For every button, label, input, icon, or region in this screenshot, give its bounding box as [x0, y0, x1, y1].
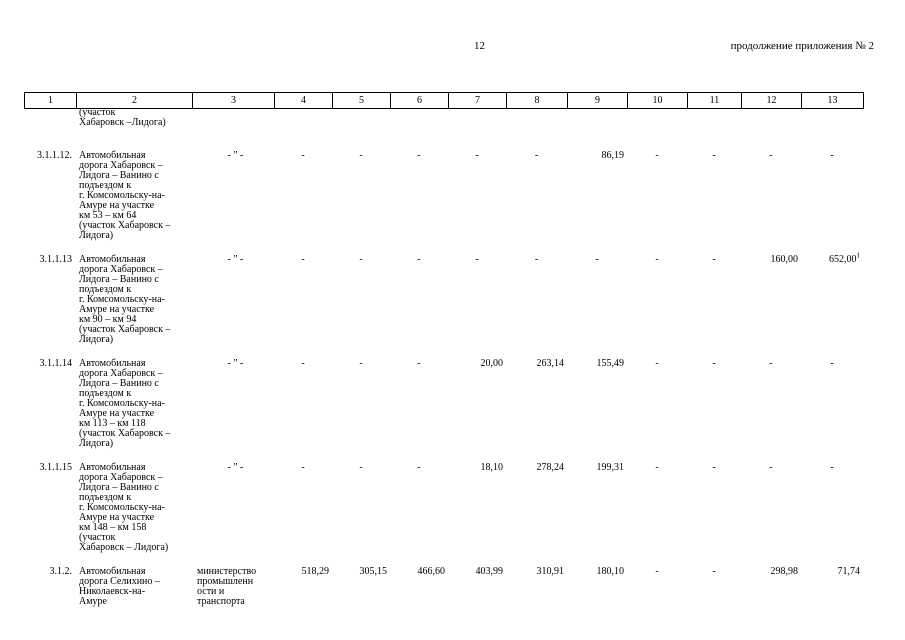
value-cell-c8 [506, 463, 567, 567]
value-cell-c13 [801, 463, 863, 567]
appendix-continuation-label: продолжение приложения № 2 [730, 40, 874, 52]
value-cell [741, 108, 801, 151]
value-text: - [359, 254, 363, 265]
value-text: - [830, 358, 834, 369]
road-name-cell: Автомобильная дорога Селихино – Николаевск-на- Амуре [79, 566, 160, 607]
value-text: 403,99 [475, 566, 503, 577]
value-text: - [712, 462, 716, 473]
value-text: - [595, 254, 599, 265]
value-cell [448, 108, 506, 151]
value-text: 86,19 [601, 150, 624, 161]
responsible-org-cell: - " - [227, 358, 244, 369]
value-cell-c6 [390, 463, 448, 567]
value-cell-c7 [448, 463, 506, 567]
value-cell-c12 [741, 463, 801, 567]
table-row [24, 463, 863, 567]
value-text: - [655, 566, 659, 577]
table-row [24, 151, 863, 255]
value-cell-c4 [274, 463, 332, 567]
table-row [24, 567, 863, 617]
value-cell-c12 [741, 255, 801, 359]
value-text: 18,10 [480, 462, 503, 473]
column-header: 3 [193, 93, 275, 109]
value-text: - [655, 254, 659, 265]
value-text: 305,15 [359, 566, 387, 577]
value-cell-c6 [390, 151, 448, 255]
value-text: - [475, 254, 479, 265]
row-number-cell: 3.1.1.15 [39, 462, 72, 473]
value-cell-c4 [274, 567, 332, 617]
value-cell-c10 [627, 255, 687, 359]
value-cell-c7 [448, 151, 506, 255]
value-cell-c4 [274, 151, 332, 255]
responsible-org-cell: министерство промышленн ости и транспорта [197, 566, 257, 607]
value-text: - [655, 358, 659, 369]
value-cell [332, 108, 390, 151]
value-cell-c10 [627, 463, 687, 567]
value-cell-c10 [627, 567, 687, 617]
column-header: 9 [568, 93, 628, 109]
value-text: - [769, 150, 773, 161]
table-row [24, 108, 863, 151]
value-text: - [417, 254, 421, 265]
value-cell-c7 [448, 359, 506, 463]
row-number-cell: 3.1.1.13 [39, 254, 72, 265]
row-number-cell [24, 108, 76, 151]
value-text: - [301, 358, 305, 369]
value-text: - [712, 358, 716, 369]
road-name-cell: Автомобильная дорога Хабаровск – Лидога – Ванино с подъездом к г. Комсомольску-на- Амуре на участке км 113 – км 118 (участок Хабаровск – Лидога) [79, 358, 171, 449]
value-text: - [301, 254, 305, 265]
value-cell-c12 [741, 151, 801, 255]
value-cell-c6 [390, 255, 448, 359]
value-cell-c5 [332, 359, 390, 463]
value-cell-c13 [801, 151, 863, 255]
value-cell-c11 [687, 359, 741, 463]
value-cell-c5 [332, 151, 390, 255]
value-cell [801, 108, 863, 151]
value-cell [274, 108, 332, 151]
value-text: 20,00 [480, 358, 503, 369]
value-cell [506, 108, 567, 151]
value-text: - [301, 150, 305, 161]
column-header: 12 [742, 93, 802, 109]
row-number-cell: 3.1.2. [49, 566, 72, 577]
value-cell-c9 [567, 567, 627, 617]
value-text: 466,60 [417, 566, 445, 577]
value-cell-c4 [274, 255, 332, 359]
value-text: 298,98 [770, 566, 798, 577]
value-text: - [712, 566, 716, 577]
value-text: 155,49 [596, 358, 624, 369]
value-cell-c4 [274, 359, 332, 463]
value-text: - [769, 462, 773, 473]
value-cell-c11 [687, 463, 741, 567]
value-text: - [534, 254, 539, 265]
value-text: - [655, 462, 659, 473]
value-text: - [417, 462, 421, 473]
column-header: 5 [333, 93, 391, 109]
column-header: 10 [628, 93, 688, 109]
value-cell-c8 [506, 567, 567, 617]
value-cell [192, 108, 274, 151]
road-name-cell: Автомобильная дорога Хабаровск – Лидога – Ванино с подъездом к г. Комсомольску-на- Амуре на участке км 148 – км 158 (участок Хабаровск – Лидога) [79, 462, 169, 553]
value-cell-c6 [390, 567, 448, 617]
column-header: 4 [275, 93, 333, 109]
value-text: 518,29 [301, 566, 329, 577]
value-cell-c11 [687, 567, 741, 617]
responsible-org-cell: - " - [227, 150, 244, 161]
value-cell-c8 [506, 255, 567, 359]
value-text: 263,14 [536, 358, 564, 369]
data-table [24, 108, 863, 617]
row-number-cell: 3.1.1.12. [37, 150, 72, 161]
value-cell-c9 [567, 255, 627, 359]
column-header: 2 [77, 93, 193, 109]
road-name-cell: Автомобильная дорога Хабаровск – Лидога – Ванино с подъездом к г. Комсомольску-на- Амуре на участке км 53 – км 64 (участок Хабаровск – Лидога) [79, 150, 171, 241]
value-text: 199,31 [596, 462, 624, 473]
value-text: 71,74 [837, 566, 860, 577]
value-cell [567, 108, 627, 151]
value-cell-c5 [332, 463, 390, 567]
value-cell-c13 [801, 251, 863, 359]
value-cell-c12 [741, 359, 801, 463]
row-number-cell: 3.1.1.14 [39, 358, 72, 369]
value-text: - [655, 150, 659, 161]
road-name-cell: (участок Хабаровск –Лидога) [79, 107, 166, 128]
footnote-marker: 1 [856, 251, 860, 260]
column-header: 11 [688, 93, 742, 109]
value-cell [687, 108, 741, 151]
value-text: - [712, 150, 716, 161]
value-cell-c7 [448, 255, 506, 359]
road-name-cell: Автомобильная дорога Хабаровск – Лидога – Ванино с подъездом к г. Комсомольску-на- Амуре на участке км 90 – км 94 (участок Хабаровск – Лидога) [79, 254, 171, 345]
value-text: - [417, 358, 421, 369]
value-cell-c11 [687, 255, 741, 359]
value-text: - [359, 358, 363, 369]
value-text: - [359, 150, 363, 161]
column-number-header [24, 92, 864, 109]
value-text: 180,10 [596, 566, 624, 577]
value-text: - [301, 462, 305, 473]
value-cell-c6 [390, 359, 448, 463]
value-cell-c13 [801, 567, 863, 617]
column-header: 13 [802, 93, 864, 109]
value-text: 278,24 [536, 462, 564, 473]
responsible-org-cell: - " - [227, 254, 244, 265]
value-text: - [830, 150, 834, 161]
value-cell-c10 [627, 151, 687, 255]
value-text: 310,91 [536, 566, 564, 577]
value-text: - [417, 150, 421, 161]
responsible-org-cell: - " - [227, 462, 244, 473]
value-cell [627, 108, 687, 151]
value-text: - [534, 150, 539, 161]
value-text: - [712, 254, 716, 265]
value-cell-c9 [567, 463, 627, 567]
value-text: 160,00 [770, 254, 798, 265]
page-number: 12 [474, 40, 485, 52]
value-text: 652,00 [829, 254, 857, 265]
value-cell-c9 [567, 359, 627, 463]
value-cell-c8 [506, 359, 567, 463]
value-cell-c11 [687, 151, 741, 255]
value-text: - [475, 150, 479, 161]
value-text: - [769, 358, 773, 369]
value-cell-c5 [332, 567, 390, 617]
value-text: - [830, 462, 834, 473]
value-cell-c8 [506, 151, 567, 255]
value-cell [390, 108, 448, 151]
value-cell-c5 [332, 255, 390, 359]
value-text: - [359, 462, 363, 473]
table-row [24, 359, 863, 463]
column-header: 6 [391, 93, 449, 109]
table-row [24, 255, 863, 359]
column-header: 7 [449, 93, 507, 109]
column-header: 1 [25, 93, 77, 109]
value-cell-c12 [741, 567, 801, 617]
value-cell-c7 [448, 567, 506, 617]
value-cell-c13 [801, 359, 863, 463]
column-header: 8 [507, 93, 568, 109]
value-cell-c9 [567, 151, 627, 255]
value-cell-c10 [627, 359, 687, 463]
